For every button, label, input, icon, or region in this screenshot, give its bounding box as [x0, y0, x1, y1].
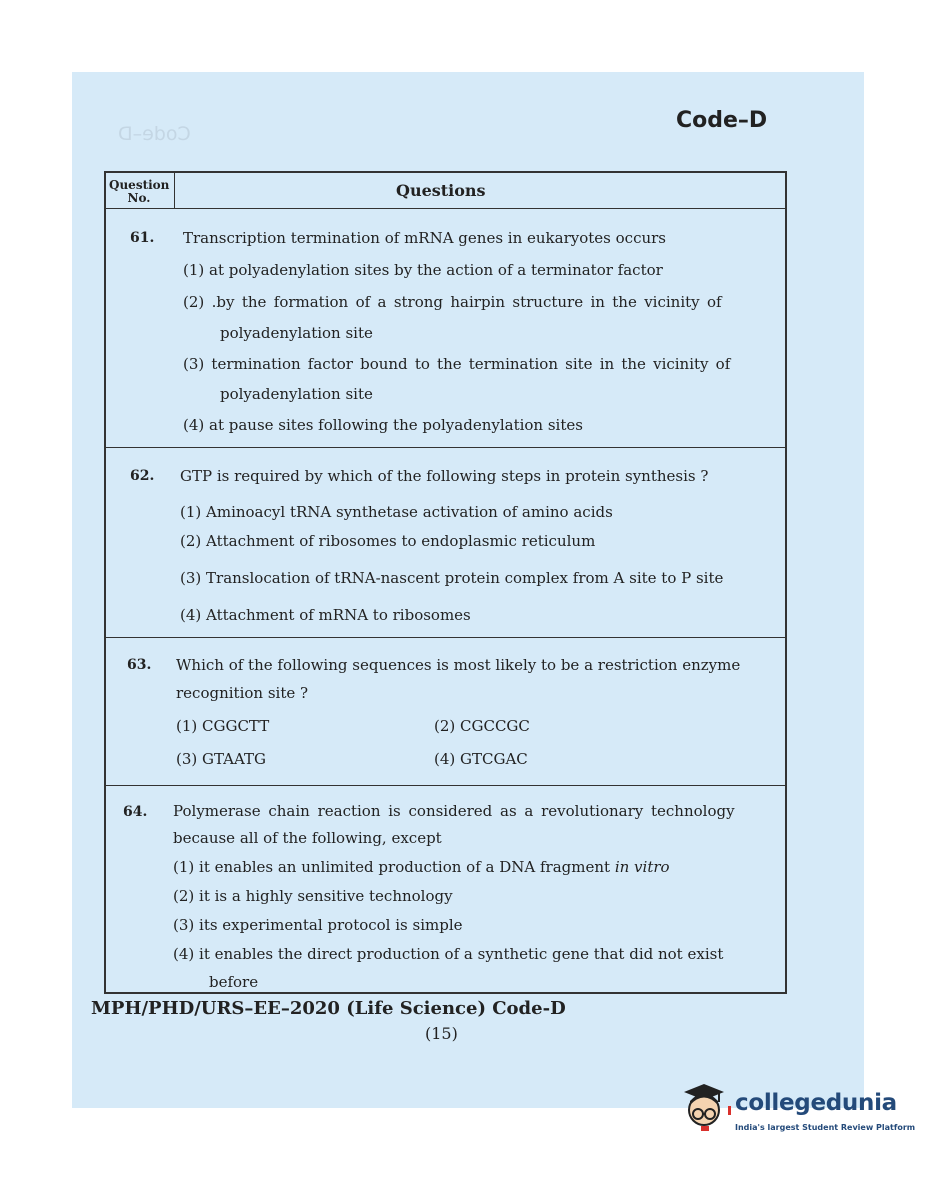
header-divider	[174, 173, 175, 208]
option: (1) it enables an unlimited production of a DNA fragment in vitro	[173, 858, 670, 876]
option: (4) GTCGAC	[434, 750, 528, 768]
option: (2) Attachment of ribosomes to endoplasmic reticulum	[180, 532, 596, 550]
option: (3) Translocation of tRNA-nascent protein complex from A site to P site	[180, 569, 724, 587]
option-continuation: before	[209, 973, 259, 991]
question-stem: GTP is required by which of the following steps in protein synthesis ?	[180, 467, 709, 485]
question-no-header: Question No.	[109, 178, 170, 205]
option-continuation: polyadenylation site	[220, 385, 373, 403]
row-divider	[106, 447, 785, 448]
option: (4) it enables the direct production of a synthetic gene that did not exist	[173, 945, 724, 963]
option: (3) termination factor bound to the termination site in the vicinity of	[183, 355, 731, 373]
question-stem: Which of the following sequences is most likely to be a restriction enzyme	[176, 656, 741, 674]
paper-code: Code–D	[676, 108, 768, 133]
exam-footer: MPH/PHD/URS–EE–2020 (Life Science) Code-D	[91, 998, 566, 1019]
option: (2) CGCCGC	[434, 717, 530, 735]
option: (4) Attachment of mRNA to ribosomes	[180, 606, 471, 624]
option-continuation: polyadenylation site	[220, 324, 373, 342]
row-divider	[106, 785, 785, 786]
question-number: 64.	[123, 804, 148, 820]
logo-tagline: India's largest Student Review Platform	[735, 1123, 916, 1132]
question-stem: Transcription termination of mRNA genes in eukaryotes occurs	[183, 229, 666, 247]
question-number: 61.	[130, 230, 155, 246]
row-divider	[106, 637, 785, 638]
mirrored-code-bleed: Code–D	[118, 123, 191, 145]
row-divider	[106, 208, 785, 209]
option: (2) .by the formation of a strong hairpin structure in the vicinity of	[183, 293, 722, 311]
option: (1) CGGCTT	[176, 717, 270, 735]
option: (1) at polyadenylation sites by the action of a terminator factor	[183, 261, 663, 279]
questions-header: Questions	[396, 181, 486, 200]
option: (1) Aminoacyl tRNA synthetase activation of amino acids	[180, 503, 613, 521]
option: (3) GTAATG	[176, 750, 267, 768]
question-stem: Polymerase chain reaction is considered as a revolutionary technology	[173, 802, 735, 820]
question-stem-continuation: because all of the following, except	[173, 829, 442, 847]
option: (4) at pause sites following the polyadenylation sites	[183, 416, 583, 434]
question-number: 62.	[130, 468, 155, 484]
question-stem-continuation: recognition site ?	[176, 684, 309, 702]
page-number: (15)	[425, 1024, 458, 1043]
question-number: 63.	[127, 657, 152, 673]
logo-wordmark: collegedunia	[735, 1090, 897, 1116]
option: (3) its experimental protocol is simple	[173, 916, 463, 934]
option: (2) it is a highly sensitive technology	[173, 887, 453, 905]
italic-term: in vitro	[614, 858, 670, 876]
